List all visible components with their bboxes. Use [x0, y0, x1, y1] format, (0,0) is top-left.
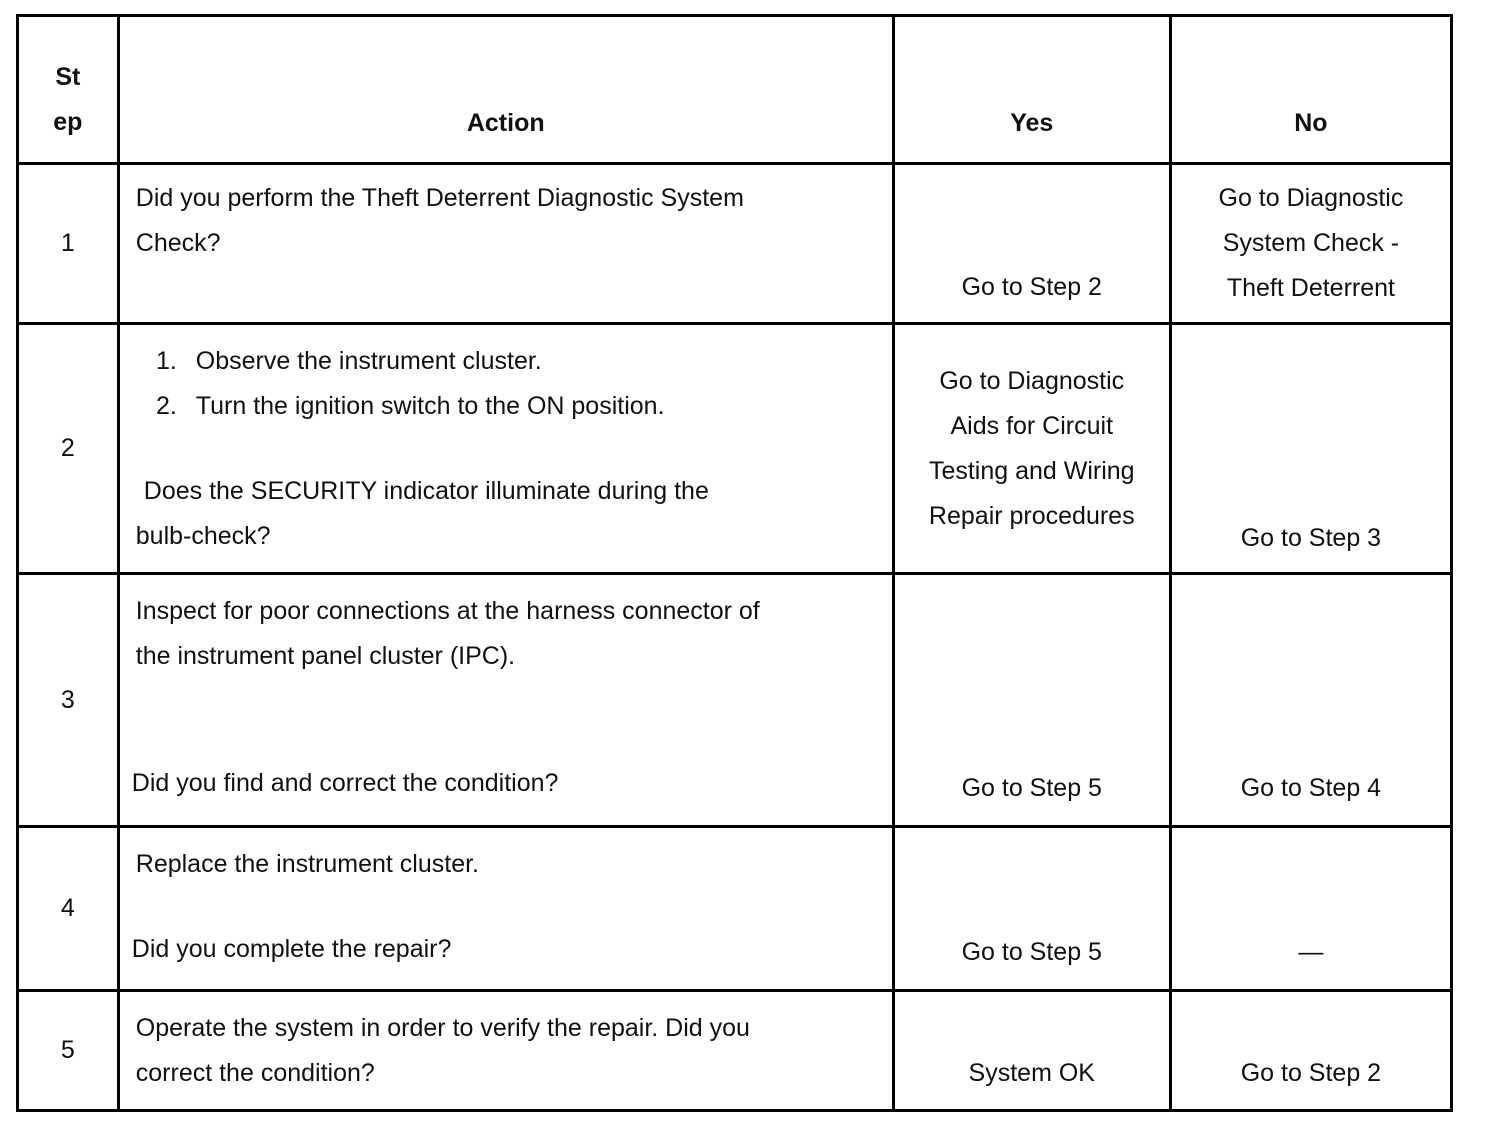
no-text: Theft Deterrent — [1226, 274, 1395, 302]
yes-text: Repair procedures — [928, 501, 1135, 530]
action-cell — [118, 827, 893, 991]
yes-cell: Go to Step 2 — [893, 164, 1170, 324]
action-text: correct the condition? — [135, 1059, 375, 1087]
table-row — [18, 991, 1452, 1111]
no-cell: Go to Step 4 — [1170, 574, 1451, 827]
step-number: 5 — [18, 991, 119, 1111]
table-row — [18, 574, 1452, 827]
action-text: Operate the system in order to verify the repair. Did you — [135, 1014, 750, 1042]
header-step-line2: ep — [53, 108, 83, 136]
list-item: 1. Observe the instrument cluster. — [184, 339, 892, 384]
spacer — [136, 679, 892, 761]
no-cell: Go to Step 2 — [1170, 991, 1451, 1111]
spacer — [136, 429, 892, 469]
action-cell — [118, 991, 893, 1111]
no-text: Go to Diagnostic — [1218, 184, 1404, 212]
action-cell — [118, 574, 893, 827]
action-cell — [118, 324, 893, 574]
header-yes: Yes — [893, 16, 1170, 164]
header-row — [18, 16, 1452, 164]
yes-text: Go to Diagnostic — [939, 366, 1125, 395]
action-text: Replace the instrument cluster. — [135, 850, 479, 878]
step-number: 2 — [18, 324, 119, 574]
action-cell — [118, 164, 893, 324]
no-cell — [1170, 164, 1451, 324]
yes-cell: Go to Step 5 — [893, 574, 1170, 827]
action-question: Did you complete the repair? — [131, 935, 452, 963]
action-text: Did you perform the Theft Deterrent Diagnostic System — [135, 184, 744, 212]
step-number: 4 — [18, 827, 119, 991]
action-text: Check? — [135, 229, 221, 257]
action-question: Did you find and correct the condition? — [131, 769, 559, 797]
table-row — [18, 164, 1452, 324]
yes-cell — [893, 324, 1170, 574]
header-action: Action — [118, 16, 893, 164]
no-cell: Go to Step 3 — [1170, 324, 1451, 574]
diagnostic-table — [16, 14, 1453, 1112]
no-text: System Check - — [1222, 229, 1400, 257]
action-question: bulb-check? — [135, 522, 271, 550]
header-no: No — [1170, 16, 1451, 164]
yes-cell: Go to Step 5 — [893, 827, 1170, 991]
step-number: 1 — [18, 164, 119, 324]
yes-text: Aids for Circuit — [950, 411, 1114, 440]
header-step-line1: St — [55, 63, 81, 91]
header-step — [18, 16, 119, 164]
action-steps-list — [136, 339, 892, 429]
spacer — [136, 887, 892, 927]
action-text: the instrument panel cluster (IPC). — [135, 642, 516, 670]
list-item: 2. Turn the ignition switch to the ON position. — [184, 384, 892, 429]
table-row — [18, 827, 1452, 991]
table-row — [18, 324, 1452, 574]
no-cell: — — [1170, 827, 1451, 991]
action-text: Inspect for poor connections at the harness connector of — [135, 597, 760, 625]
action-question: Does the SECURITY indicator illuminate during the — [143, 477, 709, 505]
yes-cell: System OK — [893, 991, 1170, 1111]
yes-text: Testing and Wiring — [928, 456, 1135, 485]
step-number: 3 — [18, 574, 119, 827]
